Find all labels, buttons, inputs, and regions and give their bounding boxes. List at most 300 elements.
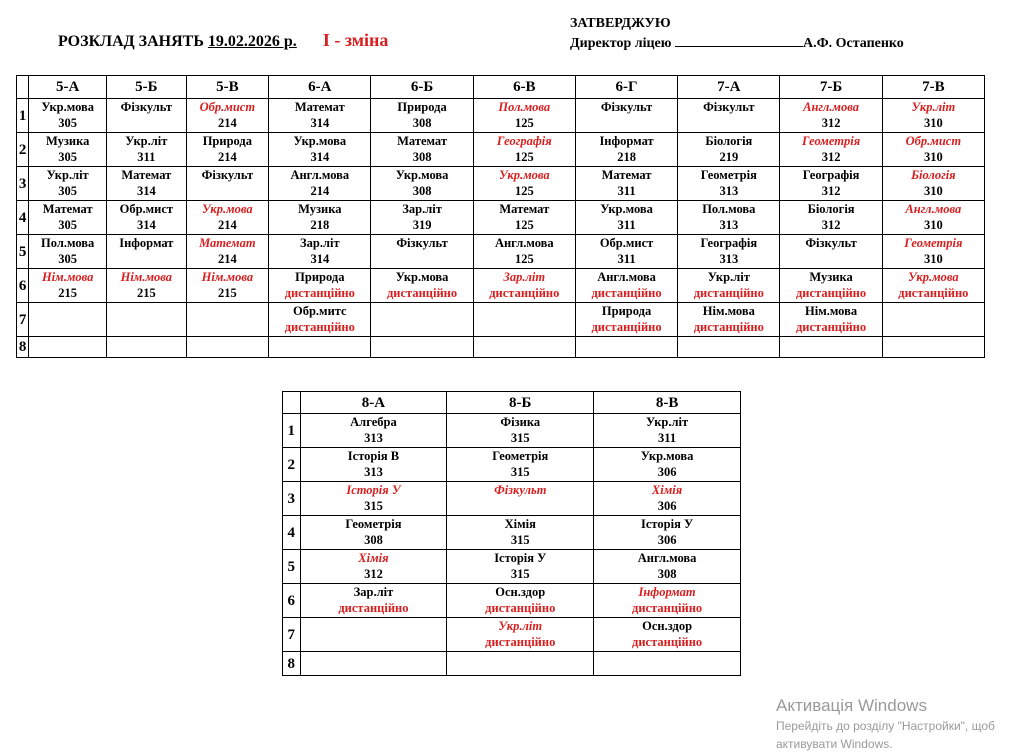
subject-name: Пол.мова — [41, 236, 95, 250]
room-number: 308 — [412, 116, 432, 130]
lesson-cell — [575, 269, 677, 303]
lesson-cell — [882, 133, 984, 167]
lesson-cell — [447, 414, 594, 448]
subject-name: Фізкульт — [703, 100, 755, 114]
lesson-cell — [300, 584, 447, 618]
lesson-row — [17, 167, 985, 201]
shift-label: І - зміна — [322, 30, 389, 50]
lesson-cell — [594, 482, 741, 516]
class-header: 6-В — [473, 76, 575, 99]
subject-name: Математ — [397, 134, 448, 148]
room-number: 315 — [510, 533, 530, 547]
subject-name: Географія — [700, 236, 758, 250]
title-text: РОЗКЛАД ЗАНЯТЬ — [58, 33, 204, 50]
room-number: 315 — [364, 499, 383, 513]
subject-name: Історія У — [494, 551, 547, 565]
lesson-cell — [678, 167, 780, 201]
lesson-cell — [107, 201, 186, 235]
lesson-row — [283, 414, 741, 448]
distance-label: дистанційно — [898, 286, 969, 300]
distance-label: дистанційно — [284, 320, 355, 334]
room-number: 314 — [136, 218, 156, 232]
lesson-cell — [575, 303, 677, 337]
subject-name: Обр.мист — [199, 100, 256, 114]
subject-name: Природа — [202, 134, 252, 148]
subject-name: Інформат — [119, 236, 174, 250]
subject-name: Зар.літ — [402, 202, 442, 216]
subject-name: Хімія — [504, 517, 536, 531]
lesson-number: 2 — [17, 133, 29, 167]
lesson-cell — [269, 167, 371, 201]
director-name: А.Ф. Остапенко — [802, 36, 904, 51]
room-number: 125 — [514, 252, 534, 266]
lesson-number: 8 — [17, 337, 29, 358]
lesson-number: 7 — [283, 618, 301, 652]
room-number: 308 — [412, 150, 432, 164]
subject-name: Укр.мова — [498, 168, 550, 182]
lesson-row — [17, 303, 985, 337]
room-number: 215 — [217, 286, 237, 300]
signature-line — [675, 35, 803, 47]
lesson-row — [283, 584, 741, 618]
lesson-row — [283, 516, 741, 550]
director-label: Директор ліцею — [570, 36, 672, 51]
lesson-cell — [447, 584, 594, 618]
room-number: 314 — [310, 252, 330, 266]
subject-name: Зар.літ — [353, 585, 394, 599]
subject-name: Математ — [121, 168, 172, 182]
class-header: 5-В — [186, 76, 269, 99]
lesson-cell — [473, 201, 575, 235]
distance-label: дистанційно — [693, 320, 764, 334]
subject-name: Природа — [295, 270, 345, 284]
class-header: 8-Б — [447, 392, 594, 414]
lesson-cell — [594, 550, 741, 584]
room-number: 305 — [58, 150, 78, 164]
subject-name: Укр.мова — [293, 134, 347, 148]
class-header: 6-Г — [575, 76, 677, 99]
subject-name: Укр.мова — [600, 202, 653, 216]
lesson-cell — [594, 414, 741, 448]
room-number: 218 — [617, 150, 636, 164]
schedule-title — [58, 30, 388, 51]
lesson-row — [17, 133, 985, 167]
lesson-cell — [107, 235, 186, 269]
lesson-cell — [473, 235, 575, 269]
lesson-cell — [300, 448, 447, 482]
subject-name: Музика — [298, 202, 342, 216]
room-number: 308 — [364, 533, 383, 547]
room-number: 214 — [217, 116, 237, 130]
subject-name: Фізкульт — [396, 236, 448, 250]
distance-label: дистанційно — [386, 286, 458, 300]
class-header: 7-В — [882, 76, 984, 99]
lesson-cell — [107, 303, 186, 337]
lesson-cell — [678, 337, 780, 358]
class-header: 5-Б — [107, 76, 186, 99]
room-number: 319 — [412, 218, 432, 232]
subject-name: Фізика — [500, 415, 541, 429]
subject-name: Математ — [499, 202, 550, 216]
lesson-row — [283, 618, 741, 652]
distance-label: дистанційно — [795, 320, 867, 334]
subject-name: Укр.мова — [640, 449, 694, 463]
lesson-row — [283, 482, 741, 516]
subject-name: Пол.мова — [702, 202, 756, 216]
lesson-cell — [371, 99, 473, 133]
lesson-row — [283, 448, 741, 482]
lesson-number: 7 — [17, 303, 29, 337]
subject-name: Укр.літ — [125, 134, 168, 148]
approve-heading: ЗАТВЕРДЖУЮ — [570, 16, 671, 31]
subject-name: Нім.мова — [201, 270, 254, 284]
room-number: 313 — [364, 465, 383, 479]
lesson-row — [283, 550, 741, 584]
lesson-cell — [371, 235, 473, 269]
subject-name: Англ.мова — [637, 551, 697, 565]
lesson-cell — [269, 133, 371, 167]
distance-label: дистанційно — [485, 635, 556, 649]
subject-name: Географія — [802, 168, 860, 182]
room-number: 310 — [923, 150, 943, 164]
subject-name: Англ.мова — [905, 202, 962, 216]
lesson-row — [17, 201, 985, 235]
lesson-cell — [473, 167, 575, 201]
subject-name: Укр.літ — [707, 270, 750, 284]
room-number: 310 — [923, 116, 943, 130]
lesson-cell — [575, 337, 677, 358]
director-line — [570, 34, 904, 54]
subject-name: Укр.мова — [395, 168, 449, 182]
corner-cell — [17, 76, 29, 99]
subject-name: Укр.мова — [41, 100, 95, 114]
subject-name: Географія — [496, 134, 552, 148]
lesson-cell — [780, 303, 882, 337]
lesson-cell — [269, 337, 371, 358]
lesson-cell — [882, 337, 984, 358]
lesson-cell — [447, 618, 594, 652]
lesson-number: 4 — [17, 201, 29, 235]
subject-name: Геометрія — [345, 517, 402, 531]
room-number: 125 — [514, 150, 534, 164]
distance-label: дистанційно — [591, 286, 662, 300]
schedule-table-grade-8 — [282, 391, 741, 676]
subject-name: Інформат — [599, 134, 654, 148]
lesson-cell — [300, 516, 447, 550]
room-number: 312 — [821, 218, 841, 232]
lesson-cell — [447, 550, 594, 584]
subject-name: Осн.здор — [495, 585, 546, 599]
windows-activation-watermark — [776, 695, 995, 753]
lesson-cell — [780, 133, 882, 167]
lesson-row — [17, 337, 985, 358]
room-number: 313 — [364, 431, 383, 445]
lesson-cell — [107, 269, 186, 303]
room-number: 313 — [719, 184, 739, 198]
subject-name: Обр.мист — [905, 134, 962, 148]
lesson-cell — [447, 448, 594, 482]
room-number: 314 — [136, 184, 156, 198]
distance-label: дистанційно — [485, 601, 556, 615]
class-header: 7-Б — [780, 76, 882, 99]
room-number: 314 — [310, 116, 330, 130]
lesson-cell — [186, 337, 269, 358]
subject-name: Нім.мова — [702, 304, 755, 318]
lesson-cell — [269, 99, 371, 133]
room-number: 313 — [719, 252, 739, 266]
lesson-cell — [594, 516, 741, 550]
distance-label: дистанційно — [632, 601, 703, 615]
table-header-row — [17, 76, 985, 99]
room-number: 219 — [719, 150, 739, 164]
lesson-cell — [29, 337, 107, 358]
subject-name: Біологія — [911, 168, 956, 182]
subject-name: Математ — [294, 100, 345, 114]
room-number: 214 — [217, 150, 237, 164]
room-number: 315 — [510, 465, 530, 479]
subject-name: Зар.літ — [300, 236, 340, 250]
room-number: 305 — [58, 252, 78, 266]
lesson-cell — [186, 269, 269, 303]
lesson-cell — [882, 167, 984, 201]
room-number: 311 — [137, 150, 156, 164]
room-number: 311 — [617, 252, 636, 266]
lesson-cell — [882, 99, 984, 133]
room-number: 305 — [58, 218, 78, 232]
lesson-number: 5 — [283, 550, 301, 584]
lesson-row — [17, 99, 985, 133]
lesson-cell — [473, 337, 575, 358]
room-number: 312 — [364, 567, 383, 581]
lesson-cell — [594, 618, 741, 652]
watermark-line-2: Перейдіть до розділу "Настройки", щоб — [776, 719, 995, 733]
lesson-number: 6 — [283, 584, 301, 618]
distance-label: дистанційно — [693, 286, 764, 300]
schedule-table-grades-5-7 — [16, 75, 985, 358]
lesson-cell — [29, 303, 107, 337]
room-number: 125 — [514, 218, 534, 232]
lesson-cell — [186, 201, 269, 235]
subject-name: Природа — [397, 100, 447, 114]
subject-name: Геометрія — [492, 449, 549, 463]
lesson-cell — [107, 133, 186, 167]
lesson-number: 3 — [283, 482, 301, 516]
lesson-cell — [186, 133, 269, 167]
subject-name: Обр.митс — [293, 304, 347, 318]
lesson-cell — [371, 133, 473, 167]
room-number: 315 — [510, 567, 530, 581]
subject-name: Біологія — [807, 202, 855, 216]
lesson-cell — [107, 99, 186, 133]
distance-label: дистанційно — [632, 635, 703, 649]
lesson-cell — [29, 269, 107, 303]
class-header: 8-В — [594, 392, 741, 414]
room-number: 214 — [217, 252, 237, 266]
subject-name: Фізкульт — [201, 168, 254, 182]
lesson-cell — [678, 99, 780, 133]
lesson-cell — [300, 414, 447, 448]
subject-name: Історія У — [346, 483, 401, 497]
lesson-cell — [447, 482, 594, 516]
room-number: 312 — [821, 150, 841, 164]
room-number: 310 — [923, 252, 943, 266]
subject-name: Математ — [42, 202, 93, 216]
subject-name: Нім.мова — [805, 304, 858, 318]
room-number: 313 — [719, 218, 739, 232]
lesson-cell — [107, 167, 186, 201]
lesson-cell — [882, 201, 984, 235]
subject-name: Англ.мова — [803, 100, 859, 114]
lesson-cell — [29, 235, 107, 269]
distance-label: дистанційно — [284, 286, 355, 300]
watermark-title: Активація Windows — [776, 696, 927, 715]
room-number: 308 — [657, 567, 677, 581]
lesson-cell — [29, 167, 107, 201]
lesson-cell — [29, 133, 107, 167]
lesson-cell — [300, 482, 447, 516]
lesson-cell — [371, 167, 473, 201]
subject-name: Історія В — [347, 449, 400, 463]
room-number: 306 — [657, 499, 677, 513]
lesson-number: 8 — [283, 652, 301, 676]
lesson-cell — [780, 235, 882, 269]
distance-label: дистанційно — [338, 601, 409, 615]
room-number: 305 — [58, 116, 78, 130]
room-number: 310 — [923, 218, 943, 232]
subject-name: Укр.мова — [202, 202, 253, 216]
lesson-cell — [594, 652, 741, 676]
lesson-cell — [300, 618, 447, 652]
lesson-cell — [882, 303, 984, 337]
room-number: 311 — [617, 218, 636, 232]
lesson-cell — [447, 516, 594, 550]
lesson-cell — [473, 269, 575, 303]
subject-name: Хімія — [358, 551, 389, 565]
subject-name: Фізкульт — [600, 100, 653, 114]
room-number: 310 — [923, 184, 943, 198]
lesson-cell — [678, 303, 780, 337]
room-number: 306 — [657, 533, 677, 547]
subject-name: Музика — [45, 134, 90, 148]
lesson-cell — [575, 133, 677, 167]
lesson-cell — [575, 235, 677, 269]
lesson-cell — [300, 550, 447, 584]
corner-cell — [283, 392, 301, 414]
lesson-cell — [594, 584, 741, 618]
lesson-cell — [269, 201, 371, 235]
subject-name: Фізкульт — [805, 236, 857, 250]
subject-name: Укр.мова — [395, 270, 449, 284]
lesson-number: 2 — [283, 448, 301, 482]
subject-name: Укр.мова — [908, 270, 959, 284]
lesson-cell — [473, 99, 575, 133]
subject-name: Обр.мист — [119, 202, 174, 216]
subject-name: Укр.літ — [498, 619, 543, 633]
lesson-cell — [575, 167, 677, 201]
lesson-cell — [780, 99, 882, 133]
lesson-cell — [780, 269, 882, 303]
lesson-cell — [269, 235, 371, 269]
class-header: 8-А — [300, 392, 447, 414]
subject-name: Математ — [601, 168, 652, 182]
room-number: 125 — [514, 184, 534, 198]
class-header: 6-Б — [371, 76, 473, 99]
room-number: 315 — [510, 431, 530, 445]
lesson-cell — [575, 99, 677, 133]
schedule-date: 19.02.2026 р. — [207, 33, 297, 50]
lesson-row — [283, 652, 741, 676]
lesson-cell — [371, 337, 473, 358]
subject-name: Зар.літ — [503, 270, 546, 284]
subject-name: Укр.літ — [646, 415, 689, 429]
lesson-number: 5 — [17, 235, 29, 269]
lesson-cell — [473, 303, 575, 337]
class-header: 5-А — [29, 76, 107, 99]
room-number: 311 — [658, 431, 677, 445]
distance-label: дистанційно — [795, 286, 867, 300]
lesson-number: 4 — [283, 516, 301, 550]
subject-name: Хімія — [651, 483, 683, 497]
lesson-cell — [186, 99, 269, 133]
lesson-cell — [269, 269, 371, 303]
subject-name: Фізкульт — [120, 100, 173, 114]
room-number: 308 — [412, 184, 432, 198]
lesson-row — [17, 269, 985, 303]
lesson-cell — [371, 201, 473, 235]
lesson-number: 1 — [17, 99, 29, 133]
subject-name: Фізкульт — [494, 483, 547, 497]
lesson-row — [17, 235, 985, 269]
room-number: 214 — [310, 184, 330, 198]
lesson-cell — [780, 337, 882, 358]
lesson-cell — [186, 167, 269, 201]
subject-name: Природа — [601, 304, 652, 318]
approval-block — [570, 14, 904, 54]
lesson-cell — [780, 167, 882, 201]
subject-name: Пол.мова — [498, 100, 551, 114]
watermark-line-3: активувати Windows. — [776, 737, 893, 751]
lesson-cell — [575, 201, 677, 235]
subject-name: Музика — [809, 270, 853, 284]
room-number: 218 — [310, 218, 330, 232]
room-number: 305 — [58, 184, 78, 198]
lesson-cell — [186, 235, 269, 269]
lesson-cell — [780, 201, 882, 235]
subject-name: Інформат — [638, 585, 696, 599]
lesson-cell — [300, 652, 447, 676]
lesson-number: 1 — [283, 414, 301, 448]
lesson-cell — [269, 303, 371, 337]
room-number: 312 — [821, 116, 841, 130]
subject-name: Осн.здор — [642, 619, 693, 633]
lesson-cell — [447, 652, 594, 676]
lesson-cell — [678, 201, 780, 235]
subject-name: Історія У — [641, 517, 694, 531]
lesson-number: 6 — [17, 269, 29, 303]
subject-name: Біологія — [705, 134, 753, 148]
subject-name: Геометрія — [904, 236, 963, 250]
lesson-cell — [678, 235, 780, 269]
lesson-cell — [882, 269, 984, 303]
lesson-cell — [371, 303, 473, 337]
room-number: 214 — [217, 218, 237, 232]
subject-name: Англ.мова — [597, 270, 656, 284]
room-number: 215 — [136, 286, 156, 300]
room-number: 215 — [58, 286, 78, 300]
subject-name: Обр.мист — [599, 236, 654, 250]
lesson-cell — [473, 133, 575, 167]
subject-name: Нім.мова — [41, 270, 94, 284]
